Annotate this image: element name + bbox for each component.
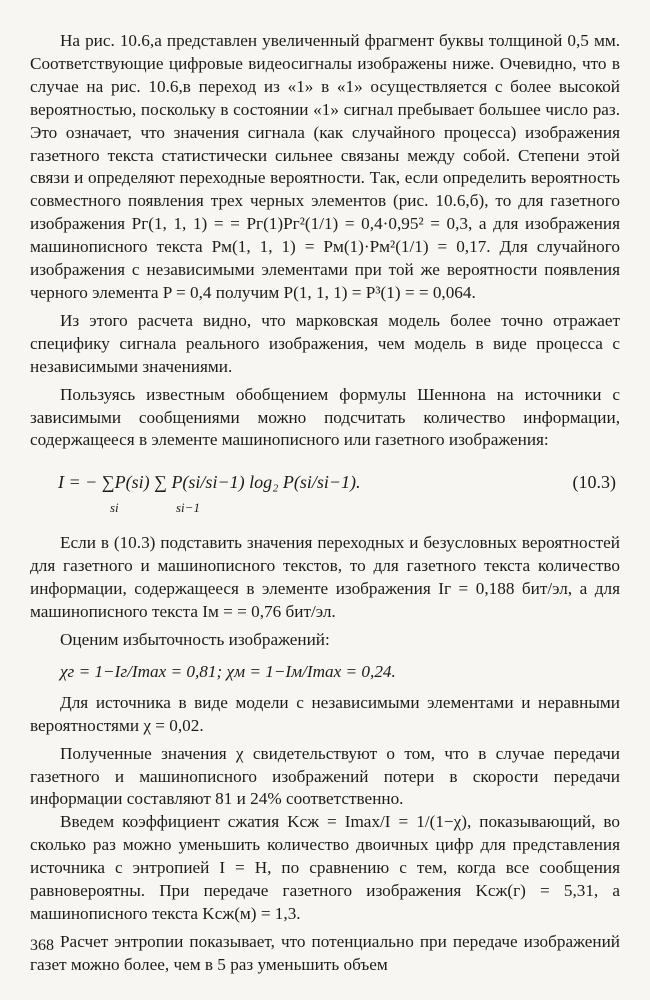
formula-expression: I = − ∑P(si) ∑ P(si/si−1) log₂ P(si/si−1). [58,472,361,493]
formula-redundancy: χг = 1−Iг/Imax = 0,81; χм = 1−Iм/Imax = 0,24. [60,661,396,681]
formula-10-3 [30,464,620,522]
paragraph-7: Полученные значения χ свидетельствуют о том, что в случае передачи газетного и машинописного изображений потери в скорости передачи информации составляют 81 и 24% соответственно. [30,743,620,809]
formula-number: (10.3) [572,472,616,493]
paragraph-1: На рис. 10.6,а представлен увеличенный фрагмент буквы толщиной 0,5 мм. Соответствующие цифровые видеосигналы изображены ниже. Очевидно, что в случае на рис. 10.6,в переход из «1» в «1» осуществляется с более высокой вероятностью, поскольку в состоянии «1» сигнал пребывает большее число раз. Это означает, что значения сигнала (как случайного процесса) изображения газетного текста статистически сильнее связаны между собой. Степени этой связи и определяют переходные вероятности. Так, если определить вероятность совместного появления трех черных элементов (рис. 10.6,б), то для газетного изображения Pг(1, 1, 1) = = Pг(1)Pг²(1/1) = 0,4·0,95² = 0,3, а для изображения машинописного текста Pм(1, 1, 1) = Pм(1)·Pм²(1/1) = 0,17. Для случайного изображения с независимыми элементами при той же вероятности появления черного элемента P = 0,4 получим P(1, 1, 1) = P³(1) = = 0,064. [30,31,620,302]
page-number: 368 [30,937,54,954]
formula-sum-index-1: si [110,500,119,516]
page-text [30,30,620,977]
formula-sum-index-2: si−1 [176,500,200,516]
paragraph-2: Из этого расчета видно, что марковская модель более точно отражает специфику сигнала реального изображения, чем модель в виде процесса с независимыми значениями. [30,310,620,376]
paragraph-8: Введем коэффициент сжатия Kсж = Imax/I = 1/(1−χ), показывающий, во сколько раз можно уменьшить количество двоичных цифр для представления источника с энтропией I = H, по сравнению с тем, когда все сообщения равновероятны. При передаче газетного изображения Kсж(г) = 5,31, а машинописного текста Kсж(м) = 1,3. [30,812,620,923]
paragraph-6: Для источника в виде модели с независимыми элементами и неравными вероятностями χ = 0,02. [30,692,620,735]
paragraph-5: Оценим избыточность изображений: [60,629,330,649]
paragraph-4: Если в (10.3) подставить значения переходных и безусловных вероятностей для газетного и машинописного текстов, то для газетного текста количество информации, содержащееся в элементе изображения Iг = 0,188 бит/эл, а для машинописного текста Iм = = 0,76 бит/эл. [30,533,620,622]
paragraph-9: Расчет энтропии показывает, что потенциально при передаче изображений газет можно более, чем в 5 раз уменьшить объем [30,931,620,974]
paragraph-3: Пользуясь известным обобщением формулы Шеннона на источники с зависимыми сообщениями можно подсчитать количество информации, содержащееся в элементе машинописного или газетного изображения: [30,384,620,450]
